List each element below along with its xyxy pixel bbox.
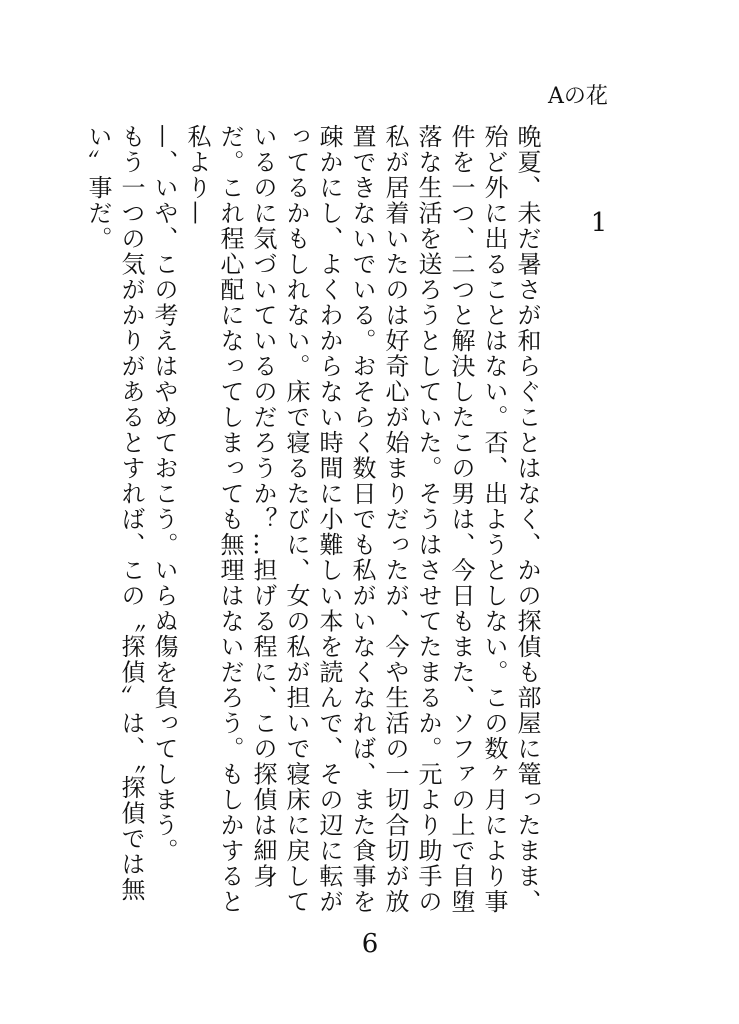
- chapter-number: 1: [590, 208, 608, 238]
- body-text: [81, 124, 543, 916]
- paragraph: 晩夏、未だ暑さが和らぐことはなく、かの探偵も部屋に篭ったまま、殆ど外に出ることはない。否、出ようとしない。この数ヶ月により事件を一つ、二つと解決したこの男は、今日もまた、ソファの上で自堕落な生活を送ろうとしていた。そうはさせてたまるか。元より助手の私が居着いたのは好奇心が始まりだったが、今や生活の一切合切が放置できないでいる。おそらく数日でも私がいなくなれば、また食事を疎かにし、よくわからない時間に小難しい本を読んで、その辺に転がってるかもしれない。床で寝るたびに、女の私が担いで寝床に戻しているのに気づいているのだろうか？…担げる程に、この探偵は細身だ。これ程心配になってしまっても無理はないだろう。もしかすると私より—: [183, 124, 541, 915]
- paragraph: もう一つの気がかりがあるとすれば、この〝探偵〟は、〝探偵では無い〟事だ。: [84, 124, 145, 903]
- paragraph: —、いや、この考えはやめておこう。いらぬ傷を負ってしまう。: [150, 124, 178, 864]
- running-title: Aの花: [548, 84, 608, 109]
- page-number: 6: [361, 929, 379, 959]
